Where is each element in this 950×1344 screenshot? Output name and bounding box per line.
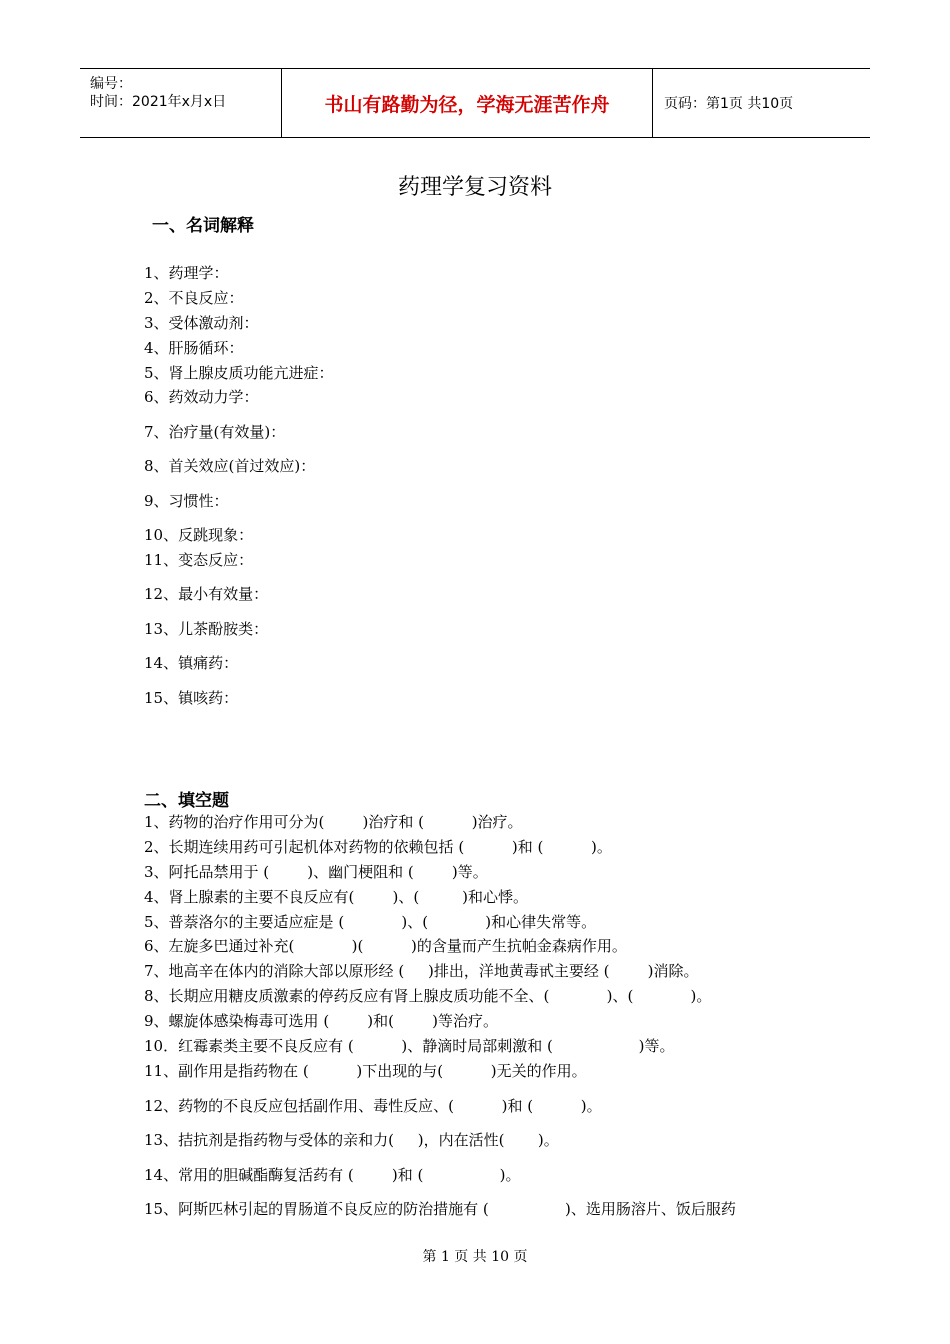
definition-item: 2、不良反应：	[144, 289, 244, 307]
definition-item: 14、镇痛药：	[144, 654, 239, 672]
header-info-cell	[80, 69, 280, 137]
fill-blank-item: 9、螺旋体感染梅毒可选用 ( )和( )等治疗。	[144, 1012, 499, 1030]
definition-item: 4、肝肠循环：	[144, 339, 244, 357]
fill-blank-item: 2、长期连续用药可引起机体对药物的依赖包括 ( )和 ( )。	[144, 838, 612, 856]
fill-blank-item: 13、拮抗剂是指药物与受体的亲和力( )，内在活性( )。	[144, 1131, 559, 1149]
fill-blank-item: 7、地高辛在体内的消除大部以原形经 ( )排出，洋地黄毒甙主要经 ( )消除。	[144, 962, 699, 980]
fill-blank-item: 5、普萘洛尔的主要适应症是 ( )、( )和心律失常等。	[144, 913, 597, 931]
definition-item: 13、儿茶酚胺类：	[144, 620, 269, 638]
definition-item: 9、习惯性：	[144, 492, 229, 510]
document-time-label: 时间：2021年x月x日	[90, 94, 227, 110]
fill-blank-item: 3、阿托品禁用于 ( )、幽门梗阻和 ( )等。	[144, 863, 488, 881]
section-heading-fill-blank: 二、填空题	[144, 791, 229, 811]
fill-blank-item: 11、副作用是指药物在 ( )下出现的与( )无关的作用。	[144, 1062, 587, 1080]
section-heading-definitions: 一、名词解释	[152, 216, 254, 236]
fill-blank-item: 4、肾上腺素的主要不良反应有( )、( )和心悸。	[144, 888, 529, 906]
definition-item: 11、变态反应：	[144, 551, 254, 569]
definition-item: 7、治疗量(有效量)：	[144, 423, 286, 441]
fill-blank-item: 10．红霉素类主要不良反应有 ( )、静滴时局部刺激和 ( )等。	[144, 1037, 675, 1055]
definition-item: 1、药理学：	[144, 264, 229, 282]
definition-item: 12、最小有效量：	[144, 585, 269, 603]
page-footer: 第 1 页 共 10 页	[422, 1249, 528, 1265]
page-header	[80, 68, 870, 138]
definition-item: 15、镇咳药：	[144, 689, 239, 707]
fill-blank-item: 15、阿斯匹林引起的胃肠道不良反应的防治措施有 ( )、选用肠溶片、饭后服药	[144, 1200, 736, 1218]
header-page-info: 页码：第1页 共10页	[664, 96, 794, 112]
definition-item: 6、药效动力学：	[144, 388, 259, 406]
fill-blank-item: 6、左旋多巴通过补充( )( )的含量而产生抗帕金森病作用。	[144, 937, 627, 955]
definition-item: 3、受体激动剂：	[144, 314, 259, 332]
definition-item: 10、反跳现象：	[144, 526, 254, 544]
fill-blank-item: 12、药物的不良反应包括副作用、毒性反应、( )和 ( )。	[144, 1097, 602, 1115]
header-motto: 书山有路勤为径，学海无涯苦作舟	[281, 69, 653, 137]
fill-blank-item: 14、常用的胆碱酯酶复活药有 ( )和 ( )。	[144, 1166, 521, 1184]
document-number-label: 编号：	[90, 76, 132, 92]
document-title: 药理学复习资料	[397, 175, 552, 200]
fill-blank-item: 8、长期应用糖皮质激素的停药反应有肾上腺皮质功能不全、( )、( )。	[144, 987, 712, 1005]
definition-item: 5、肾上腺皮质功能亢进症：	[144, 364, 334, 382]
definition-item: 8、首关效应(首过效应)：	[144, 457, 316, 475]
fill-blank-item: 1、药物的治疗作用可分为( )治疗和 ( )治疗。	[144, 813, 523, 831]
